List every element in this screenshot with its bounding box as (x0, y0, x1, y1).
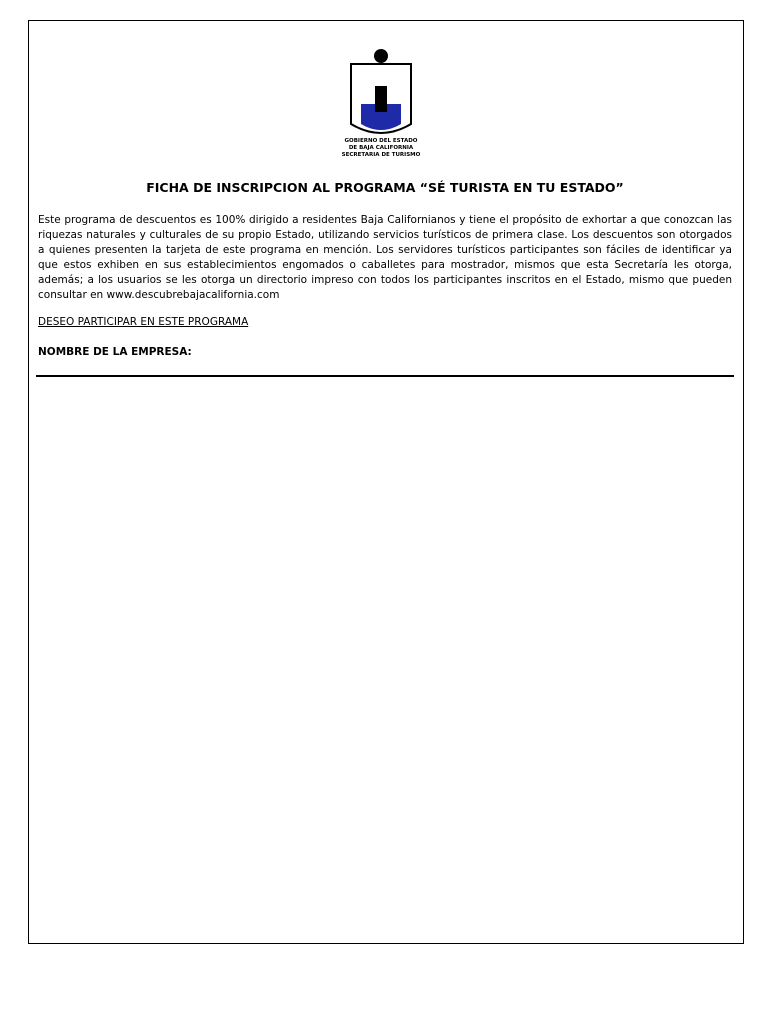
form-title: FICHA DE INSCRIPCION AL PROGRAMA “SÉ TURISTA EN TU ESTADO” (146, 180, 624, 195)
intro-paragraph: Este programa de descuentos es 100% dirigido a residentes Baja Californianos y tiene el propósito de exhortar a que conozcan las riquezas naturales y culturales de su propio Estado, utilizando servicios turísticos de primera clase. Los descuentos son otorgados a quienes presenten la tarjeta de este programa en mención. Los servidores turísticos participantes son fáciles de identificar ya que estos exhiben en sus establecimientos engomados o caballetes para mostrador, mismos que esta Secretaría les otorga, además; a los usuarios se les otorga un directorio impreso con todos los participantes inscritos en el Estado, mismo que pueden consultar en www.descubrebajacalifornia.com (38, 214, 732, 301)
logo-caption-line: SECRETARIA DE TURISMO (341, 152, 421, 158)
logo-caption-line: GOBIERNO DEL ESTADO (344, 138, 418, 144)
logo-caption-line: DE BAJA CALIFORNIA (348, 145, 414, 151)
company-name-line[interactable] (36, 375, 734, 377)
participate-heading: DESEO PARTICIPAR EN ESTE PROGRAMA (38, 316, 249, 328)
logo-caption (333, 138, 429, 159)
company-name-label: NOMBRE DE LA EMPRESA: (38, 346, 192, 358)
